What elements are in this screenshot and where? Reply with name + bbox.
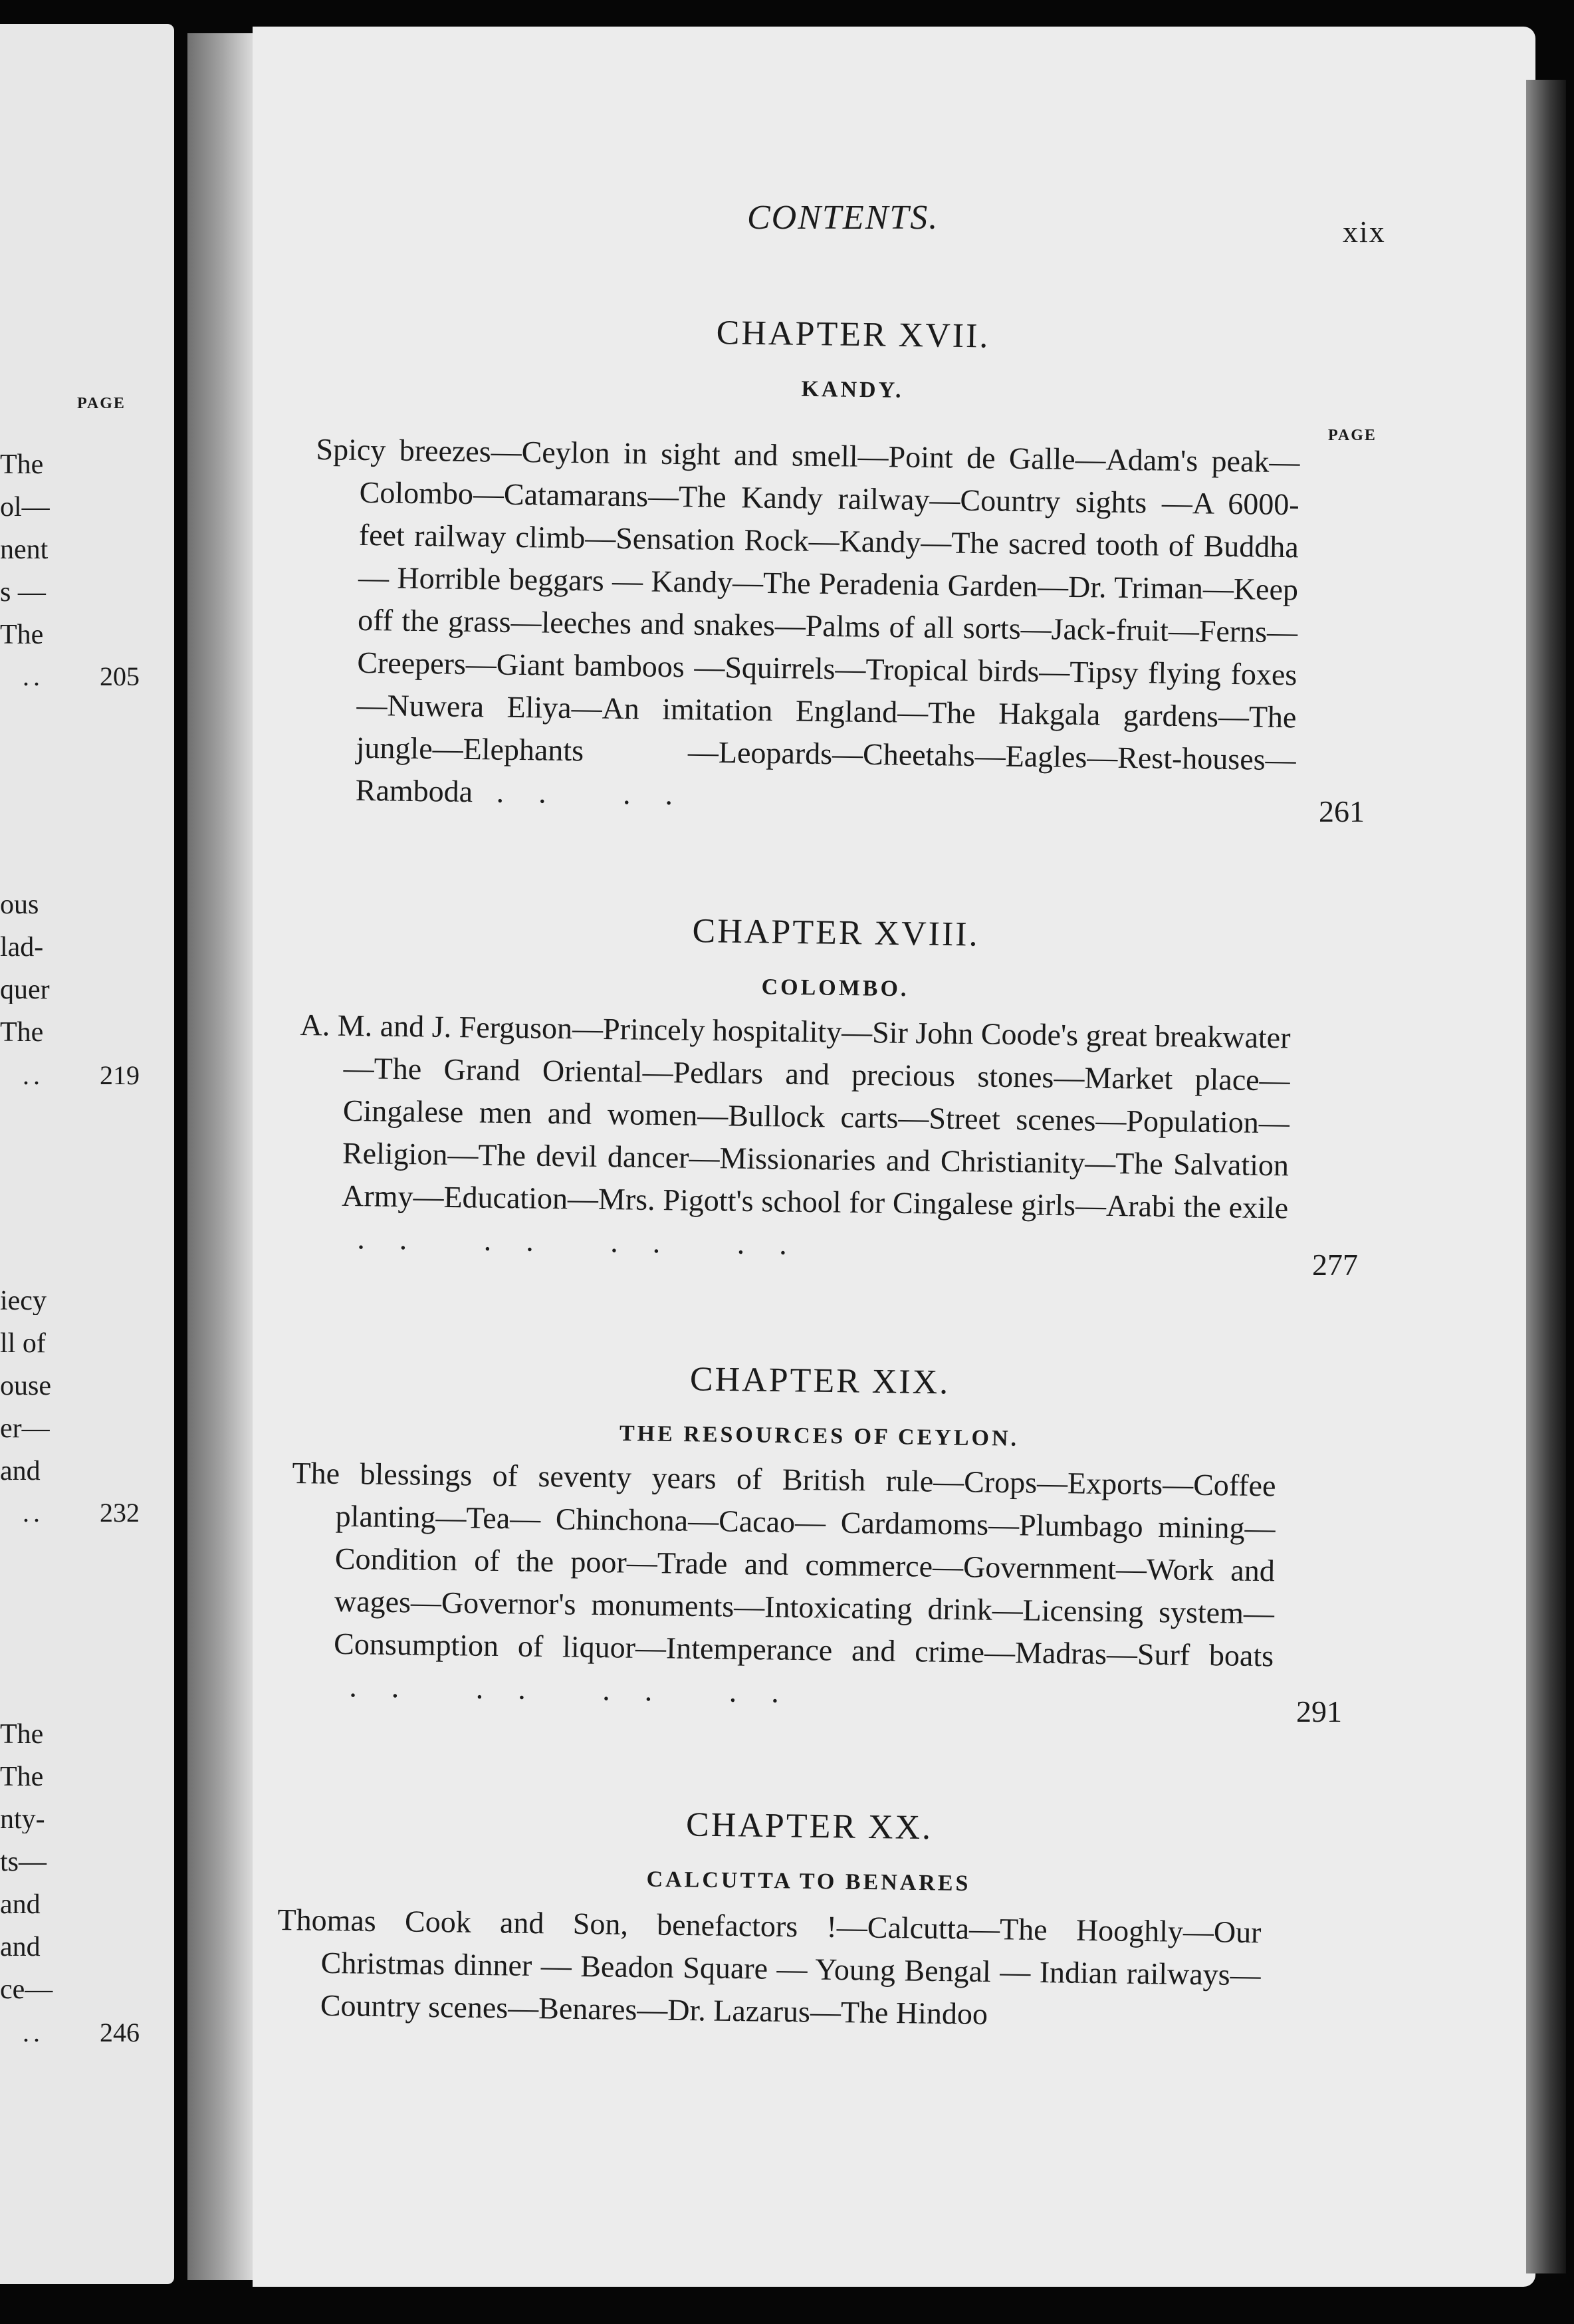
left-leader-dots: ..: [23, 661, 44, 691]
left-line-fragment: nty-: [0, 1805, 45, 1833]
chapter-summary: [311, 428, 1299, 824]
left-line-fragment: ol—: [0, 493, 50, 521]
left-line-fragment: The: [0, 1720, 44, 1748]
chapter-heading: [320, 1357, 1319, 1454]
leader-dots: .. .. .. ..: [357, 1221, 822, 1262]
left-line-fragment: ous: [0, 891, 39, 919]
left-line-fragment: ouse: [0, 1372, 51, 1400]
left-line-fragment: lad-: [0, 933, 44, 961]
chapter-summary-text: The blessings of seventy years of British rule—Crops—Exports—Coffee planting—Tea— Chinchona—Cacao— Cardamoms—Plumbago mining—Condition of the poor—Trade and commerce—Government—Work and wages—Governor's monuments—Intoxicating drink—Licensing system—Consumption of liquor—Intemperance and crime—Madras—Surf boats: [292, 1455, 1276, 1673]
left-page-number: 205: [100, 661, 140, 691]
leader-dots: .. ..: [496, 774, 708, 812]
left-line-fragment: The: [0, 1018, 44, 1046]
chapter-summary-text: Thomas Cook and Son, benefactors !—Calcutta—The Hooghly—Our Christmas dinner — Beadon Square — Young Bengal — Indian railways—Country scenes—Benares—Dr. Lazarus—The Hindoo: [277, 1902, 1262, 2031]
left-line-fragment: and: [0, 1457, 41, 1485]
chapter-title: CHAPTER XIX.: [689, 1360, 951, 1402]
page-stack-edge: [1526, 80, 1566, 2273]
leader-dots: .. .. .. ..: [349, 1669, 814, 1710]
left-line-fragment: quer: [0, 976, 50, 1004]
chapter-title: CHAPTER XVIII.: [692, 911, 980, 954]
left-line-fragment: and: [0, 1891, 41, 1918]
chapter-page-number: 261: [1319, 794, 1365, 828]
left-line-fragment: ll of: [0, 1330, 46, 1357]
chapter-heading: [354, 311, 1352, 408]
chapter-summary: [289, 1452, 1276, 1720]
left-line-fragment: nent: [0, 536, 49, 564]
left-line-fragment: and: [0, 1933, 41, 1961]
left-page-number: 246: [100, 2018, 140, 2047]
chapter-title: CHAPTER XVII.: [716, 314, 990, 356]
left-leader-dots: ..: [23, 1498, 44, 1528]
chapter-summary: [276, 1899, 1261, 2039]
chapter-page-number: 291: [1296, 1694, 1342, 1728]
left-line-fragment: ts—: [0, 1848, 47, 1876]
left-page-number: 219: [100, 1060, 140, 1090]
page-column-label: PAGE: [1328, 427, 1377, 444]
left-line-fragment: s —: [0, 578, 46, 606]
left-page-number: 232: [100, 1498, 140, 1528]
left-line-fragment: The: [0, 621, 44, 649]
chapter-heading: [336, 909, 1335, 1006]
left-line-fragment: ce—: [0, 1976, 53, 2004]
left-line-fragment: The: [0, 451, 44, 479]
chapter-title: CHAPTER XX.: [685, 1805, 933, 1847]
chapter-page-number: 277: [1312, 1248, 1358, 1282]
left-page-label: PAGE: [77, 395, 126, 412]
chapter-subtitle: COLOMBO.: [761, 975, 909, 1002]
chapter-summary-text: A. M. and J. Ferguson—Princely hospitality—Sir John Coode's great breakwater—The Grand Oriental—Pedlars and precious stones—Market place—Cingalese men and women—Bullock carts—Street scenes—Population—Religion—The devil dancer—Missionaries and Christianity—The Salvation Army—Education—Mrs. Pigott's school for Cingalese girls—Arabi the exile: [300, 1007, 1291, 1225]
chapter-summary: [297, 1004, 1291, 1272]
left-leader-dots: ..: [23, 1060, 44, 1090]
chapter-summary-text: Spicy breezes—Ceylon in sight and smell—Point de Galle—Adam's peak—Colombo—Catamarans—The Kandy railway—Country sights —A 6000-feet railway climb—Sensation Rock—Kandy—The sacred tooth of Buddha — Horrible beggars — Kandy—The Peradenia Garden—Dr. Triman—Keep off the grass—leeches and snakes—Palms of all sorts—Jack-fruit—Ferns—Creepers—Giant bamboos —Squirrels—Tropical birds—Tipsy flying foxes—Nuwera Eliya—An imitation England—The Hakgala gardens—The jungle—Elephants —Leopards—Cheetahs—Eagles—Rest-houses—Ramboda: [316, 431, 1300, 809]
left-facing-page: [0, 24, 174, 2284]
left-line-fragment: er—: [0, 1415, 50, 1443]
chapter-subtitle: THE RESOURCES OF CEYLON.: [619, 1421, 1020, 1451]
left-line-fragment: iecy: [0, 1287, 47, 1315]
running-head: CONTENTS.: [747, 199, 939, 237]
chapter-heading: [310, 1803, 1308, 1900]
left-leader-dots: ..: [23, 2018, 44, 2047]
folio: xix: [1343, 215, 1386, 249]
chapter-subtitle: CALCUTTA TO BENARES: [646, 1867, 971, 1896]
chapter-subtitle: KANDY.: [801, 376, 904, 403]
left-line-fragment: The: [0, 1763, 44, 1791]
